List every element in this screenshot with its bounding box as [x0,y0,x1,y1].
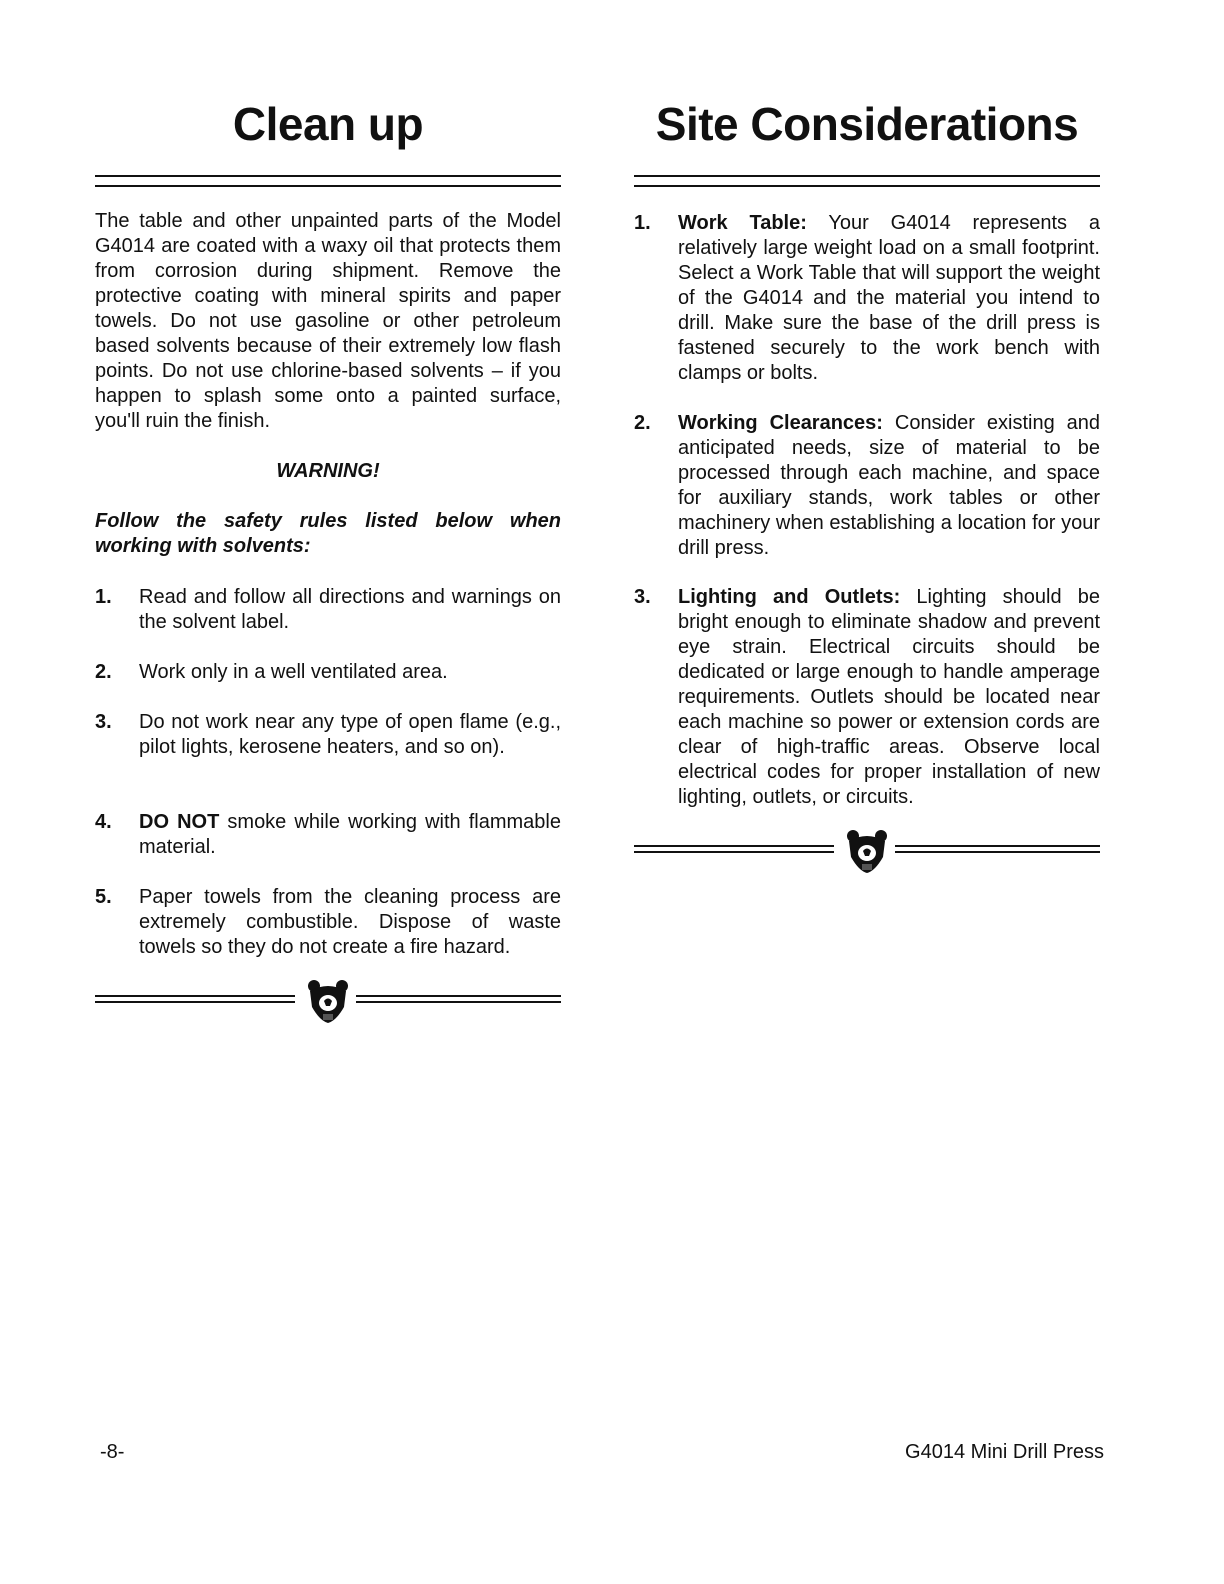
item-number: 2. [95,661,112,683]
item-number: 5. [95,886,112,908]
section-title-site-considerations: Site Considerations [655,98,1079,150]
title-rule [95,175,561,187]
item-text: Work only in a well ventilated area. [139,661,448,683]
item-bold-lead: Working Clearances: [678,412,883,434]
bear-head-icon [843,827,891,875]
item-number: 1. [634,212,651,234]
bear-head-icon [304,977,352,1025]
title-rule [634,175,1100,187]
warning-subheading: Follow the safety rules listed below when working with solvents: [95,510,561,557]
item-text: Work Table: Your G4014 represents a relatively large weight load on a small footprint. Select a Work Table that will support the weight of the G4014 and the material you intend to drill. Make sure the base of the drill press is fastened securely to the work bench with clamps or bolts. [678,212,1100,384]
item-text: Read and follow all directions and warnings on the solvent label. [139,586,561,633]
clean-up-intro: The table and other unpainted parts of the Model G4014 are coated with a waxy oil that protects them from corrosion during shipment. Remove the protective coating with mineral spirits and paper towels. Do not use gasoline or other petroleum based solvents because of their extremely low flash points. Do not use chlorine-based solvents – if you happen to splash some onto a painted surface, you'll ruin the finish. [95,210,561,432]
list-item [95,885,561,960]
list-item [95,710,561,760]
list-item [634,211,1100,386]
item-number: 1. [95,586,112,608]
item-text: Do not work near any type of open flame (e.g., pilot lights, kerosene heaters, and so on). [139,711,561,758]
section-end-divider [634,827,1100,877]
list-item [95,585,561,635]
list-item [95,810,561,860]
item-text: Lighting and Outlets: Lighting should be bright enough to eliminate shadow and prevent eye strain. Electrical circuits should be dedicated or large enough to handle amperage requirements. Outlets should be located near each machine so power or extension cords are clear of high-traffic areas. Observe local electrical codes for proper installation of new lighting, outlets, or circuits. [678,586,1100,808]
warning-heading: WARNING! [276,460,380,482]
item-number: 3. [95,711,112,733]
document-title: G4014 Mini Drill Press [905,1441,1104,1463]
item-bold-lead: Work Table: [678,212,807,234]
item-text: DO NOT smoke while working with flammable material. [139,811,561,858]
list-item [95,660,561,685]
item-bold-lead: Lighting and Outlets: [678,586,901,608]
item-text: Paper towels from the cleaning process are extremely combustible. Dispose of waste towels so they do not create a fire hazard. [139,886,561,958]
item-number: 3. [634,586,651,608]
page-number: -8- [100,1441,125,1463]
item-number: 2. [634,412,651,434]
item-bold-lead: DO NOT [139,811,220,833]
item-number: 4. [95,811,112,833]
section-end-divider [95,977,561,1027]
section-title-clean-up: Clean up [232,98,424,150]
item-text: Working Clearances: Consider existing and anticipated needs, size of material to be processed through each machine, and space for auxiliary stands, work tables or other machinery when establishing a location for your drill press. [678,412,1100,559]
list-item [634,411,1100,561]
list-item [634,585,1100,810]
